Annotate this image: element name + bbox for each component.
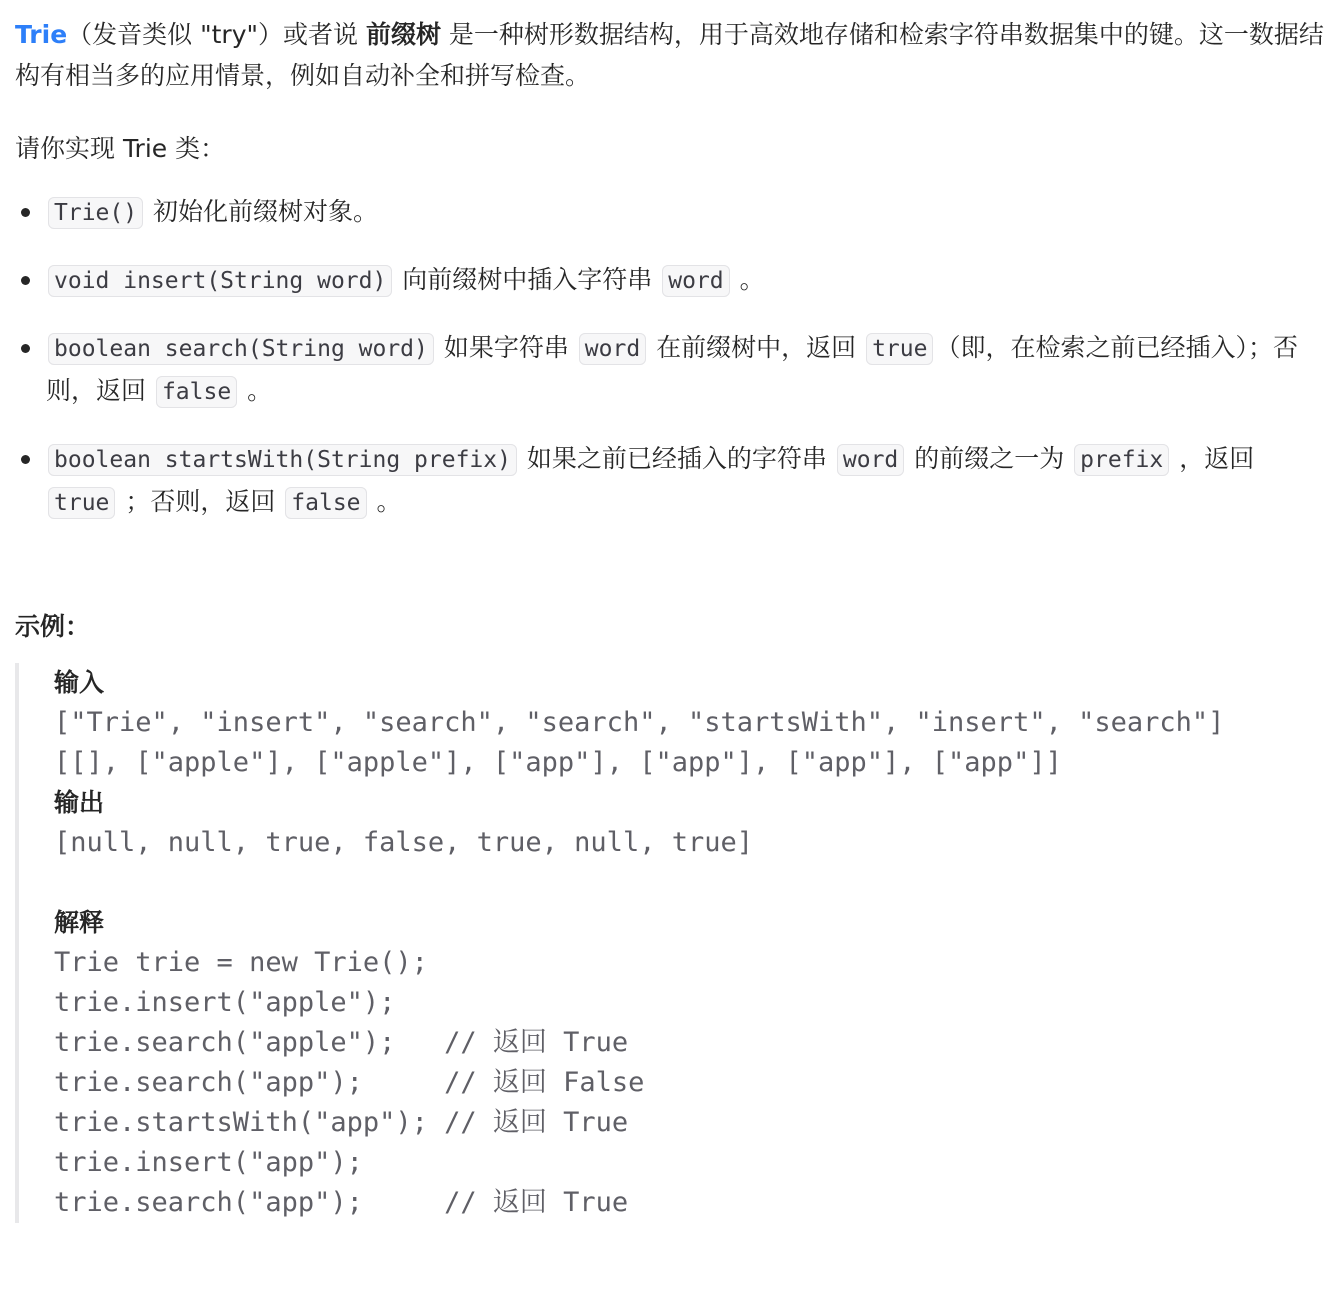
inline-code: prefix (1074, 444, 1169, 476)
inline-code: false (156, 376, 237, 408)
inline-code: word (579, 333, 646, 365)
list-item (15, 191, 1325, 234)
method-text: 向前缀树中插入字符串 (394, 265, 661, 294)
explain-line: trie.search("app"); // 返回 True (54, 1187, 629, 1218)
inline-code: Trie() (48, 197, 143, 229)
method-text: ，返回 (1171, 444, 1255, 473)
inline-code: word (662, 265, 729, 297)
input-line-2: [[], ["apple"], ["apple"], ["app"], ["app"], ["app"], ["app"]] (54, 747, 1062, 778)
method-list (15, 191, 1325, 524)
method-text: （即，在检索之前已经插入）；否则，返回 (46, 333, 1298, 405)
list-item (15, 259, 1325, 302)
method-text: 如果之前已经插入的字符串 (518, 444, 835, 473)
explain-line: trie.search("apple"); // 返回 True (54, 1027, 629, 1058)
list-item (15, 327, 1325, 413)
explain-line: trie.search("app"); // 返回 False (54, 1067, 645, 1098)
inline-code: word (837, 444, 904, 476)
method-text: 如果字符串 (435, 333, 577, 362)
intro-text-2: 是一种树形数据结构，用于高效地存储和检索字符串数据集中的键。这一数据结构有相当多的应用情景，例如自动补全和拼写检查。 (15, 20, 1324, 90)
inline-code: true (48, 487, 115, 519)
bullet-dot (21, 344, 30, 353)
inline-code: boolean startsWith(String prefix) (48, 444, 517, 476)
explain-line: trie.insert("apple"); (54, 987, 396, 1018)
blank-line (54, 863, 1325, 903)
problem-description (15, 14, 1325, 1223)
intro-paragraph (15, 14, 1325, 96)
inline-code: true (866, 333, 933, 365)
method-text: 的前缀之一为 (906, 444, 1073, 473)
inline-code: boolean search(String word) (48, 333, 434, 365)
example-title: 示例： (15, 612, 91, 641)
output-label: 输出 (54, 788, 105, 817)
explain-line: trie.startsWith("app"); // 返回 True (54, 1107, 629, 1138)
trie-link[interactable]: Trie (15, 20, 68, 49)
list-item (15, 438, 1325, 524)
method-text: 在前缀树中，返回 (648, 333, 865, 362)
bullet-dot (21, 276, 30, 285)
method-text: ；否则，返回 (117, 487, 284, 516)
implement-subtitle: 请你实现 Trie 类： (15, 134, 226, 163)
inline-code: void insert(String word) (48, 265, 392, 297)
output-line: [null, null, true, false, true, null, true] (54, 827, 753, 858)
method-text: 。 (368, 487, 402, 516)
input-line-1: ["Trie", "insert", "search", "search", "startsWith", "insert", "search"] (54, 707, 1225, 738)
input-label: 输入 (54, 668, 105, 697)
method-text: 。 (731, 265, 765, 294)
intro-text-1: （发音类似 "try"）或者说 (67, 20, 366, 49)
inline-code: false (285, 487, 366, 519)
explain-line: trie.insert("app"); (54, 1147, 363, 1178)
method-text: 。 (239, 376, 273, 405)
bullet-dot (21, 455, 30, 464)
bullet-dot (21, 208, 30, 217)
example-block (15, 663, 1325, 1223)
explain-label: 解释 (54, 908, 105, 937)
intro-bold-term: 前缀树 (365, 20, 441, 49)
explain-line: Trie trie = new Trie(); (54, 947, 428, 978)
method-text: 初始化前缀树对象。 (145, 197, 379, 226)
